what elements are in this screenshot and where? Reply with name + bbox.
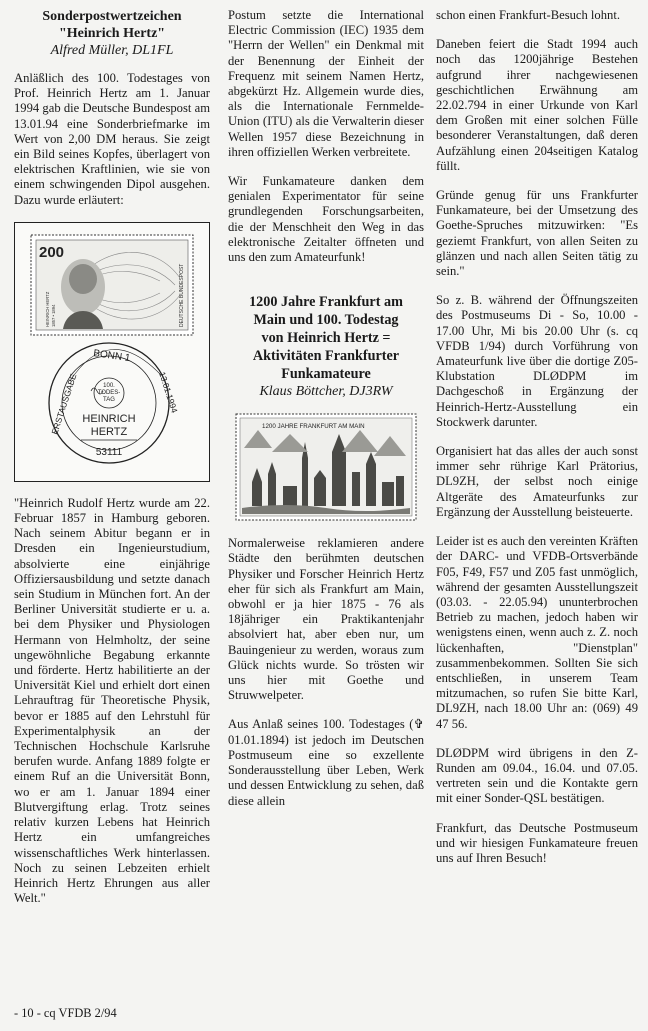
frankfurt-stamp-caption: 1200 JAHRE FRANKFURT AM MAIN	[262, 423, 365, 431]
frankfurt-title-line-4: Aktivitäten Frankfurter	[252, 348, 400, 365]
postmark-todes: TODES-	[97, 389, 121, 396]
article-title-line-2: "Heinrich Hertz"	[58, 26, 166, 41]
thanks-paragraph: Wir Funkamateure danken dem genialen Experimentator für seine grundlegenden Forschungsarbeiten, die der Menschheit den Weg in das elektronische Zeitalter öffneten und uns den zum Amateurfunk!	[228, 174, 424, 265]
frankfurt-skyline-stamp	[228, 412, 424, 524]
column-2	[228, 8, 424, 823]
frankfurt-title-line-2: Main und 100. Todestag	[253, 312, 399, 329]
column-3	[436, 8, 638, 880]
frankfurt-author: Klaus Böttcher, DJ3RW	[259, 384, 393, 400]
postmark-zip: 53111	[95, 446, 123, 458]
postmark-tag: TAG	[103, 396, 115, 403]
postmuseum-paragraph: Aus Anlaß seines 100. Todestages (✞ 01.01.1894) ist jedoch im Deutschen Postmuseum eine so exzellente Sonderausstellung über Leben, Werk und dessen Entwicklung zu sehen, daß diese allein	[228, 717, 424, 808]
column-1	[14, 8, 210, 920]
frankfurt-intro-paragraph: Normalerweise reklamieren andere Städte den berühmten deutschen Physiker und Forscher Heinrich Hertz eher für sich als Frankfurt am Main, obwohl er ja hier 1875 - 76 als 18jähriger ein Praktikantenjahr absolviert hat, aber eben nur, um Bauingenieur zu werden, woraus zum Glück nichts wurde. So trösten wir uns hier mit Goethe und Struwwelpeter.	[228, 536, 424, 703]
stamp-portrait-caption-2: 1857 • 1894	[51, 304, 56, 327]
opening-hours-paragraph: So z. B. während der Öffnungszeiten des Postmuseums Di - So, 10.00 - 17.00 Uhr, Mi bis 20.00 Uhr (s. cq VFDB 1/94) durch Vorführung von Amateurfunk live über die dortige Z05-Klubstation DLØDPM im Dachgeschoß in Ergänzung der Heinrich-Hertz-Ausstellung ein Stockwerk darunter.	[436, 293, 638, 429]
postmark-100: 100.	[103, 382, 115, 389]
frankfurt-visit-paragraph: schon einen Frankfurt-Besuch lohnt.	[436, 8, 620, 22]
stamp-value: 200	[39, 243, 65, 261]
article-title-line-1: Sonderpostwertzeichen	[42, 9, 182, 24]
frankfurt-stamp-image	[228, 412, 424, 524]
goethe-paragraph: Gründe genug für uns Frankfurter Funkamateure, bei der Umsetzung des Goethe-Spruches mitzuwirken: "Es geziemt Frankfurt, von allen Seiten zu glänzen und nach allen Seiten tätig zu sein."	[436, 188, 638, 279]
hertz-stamp-illustration	[15, 223, 209, 479]
schedule-paragraph: Leider ist es auch den vereinten Kräften der DARC- und VFDB-Ortsverbände F05, F49, F57 und Z05 fast unmöglich, während der gesamten Ausstellungszeit (03.03. - 22.05.94) ununterbrochen Betrieb zu machen, jedoch haben wir wenigstens einen, wenn auch z. Z. noch lückenhaften, "Dienstplan" zusammenbekommen. Sollten Sie sich entschließen, in unserem Team mitzumachen, so rufen Sie bitte Karl, DL9ZH, nach 18.00 Uhr an: (069) 49 47 56.	[436, 534, 638, 731]
hertz-biography-paragraph: "Heinrich Rudolf Hertz wurde am 22. Februar 1857 in Hamburg geboren. Nach seinem Abitur begann er in Dresden ein Ingenieurstudium, absolvierte eine einjährige Offiziersausbildung und setzte danach sein Studium in München fort. An der Berliner Universität studierte er u. a. bei dem Physiker und Physiologen Hermann von Helmholtz, der seine ungewöhnliche Begabung erkannte und förderte. Hertz habilitierte an der Universität Kiel und erhielt dort einen Lehrauftrag für Theoretische Physik, bevor er 1885 auf den Lehrstuhl für Experimentalphysik an der Technischen Hochschule Karlsruhe berufen wurde. Anfang 1889 folgte er einem Ruf an die Universität Bonn, wo er am 1. Januar 1894 einer Blutvergiftung erlag. Trotz seines relativ kurzen Lebens hat Heinrich Hertz ein umfangreiches wissenschaftliches Werk hinterlassen. Noch zu seinen Lebzeiten erhielt Heinrich Hertz Ehrungen aus aller Welt."	[14, 495, 210, 906]
z-runden-paragraph: DLØDPM wird übrigens in den Z-Runden am 09.04., 16.04. und 07.05. vertreten sein und die Kontakte gern mit einer Sonder-QSL bestätigen.	[436, 745, 638, 806]
stamp-envelope-image	[14, 222, 210, 482]
article-author: Alfred Müller, DL1FL	[50, 43, 174, 58]
closing-paragraph: Frankfurt, das Deutsche Postmuseum und wir hiesigen Funkamateure freuen uns auf Ihren Besuch!	[436, 820, 638, 865]
postmark-heinrich: HEINRICH	[82, 412, 136, 425]
postmark-erstausgabe: ERSTAUSGABE	[49, 372, 79, 436]
postmark-hertz: HERTZ	[90, 425, 128, 438]
frankfurt-title-line-1: 1200 Jahre Frankfurt am	[249, 294, 403, 311]
city-anniversary-paragraph: Daneben feiert die Stadt 1994 auch noch das 1200jährige Bestehen aufgrund ihrer nachgewiesenen geschichtlichen Erwähnung am 22.02.794 in einer Urkunde von Karl dem Großen mit einer solchen Fülle besonderer Veranstaltungen, daß deren Aufzählung einen 204seitigen Katalog füllt.	[436, 37, 638, 173]
postmark-date: 13.01.1994	[157, 370, 180, 414]
intro-paragraph: Anläßlich des 100. Todestages von Prof. Heinrich Hertz am 1. Januar 1994 gab die Deutsche Bundespost am 13.01.94 eine Sonderbriefmarke im Wert von 2,00 DM heraus. Sie zeigt ein Bild seines Kopfes, überlagert von elektrischen Kraftlinien, wie sie von einem schwingenden Dipol ausgehen. Dazu wurde erläutert:	[14, 71, 210, 207]
first-day-postmark	[49, 343, 180, 463]
frankfurt-title-line-5: Funkamateure	[281, 366, 371, 383]
stamp-country: DEUTSCHE BUNDESPOST	[179, 263, 185, 327]
iec-paragraph: Postum setzte die International Electric Commission (IEC) 1935 dem "Herrn der Wellen" ein Denkmal mit der Benennung der Einheit der Frequenz mit seinem Namen Hertz, abgekürzt Hz. Allgemein wurde dies, als die Internationale Fernmelde-Union (ITU) als die Verwalterin dieser Wellen 1957 diese Bezeichnung in ihren offiziellen Werken verbreitete.	[228, 8, 424, 159]
organizer-paragraph: Organisiert hat das alles der auch sonst immer sehr rührige Karl Prätorius, DL9ZH, der selbst noch einige Altgeräte des Amateurfunks zur Ergänzung der Ausstellung beisteuerte.	[436, 444, 638, 519]
frankfurt-title-line-3: von Heinrich Hertz =	[261, 330, 391, 347]
stamp-portrait-caption-1: HEINRICH HERTZ	[45, 291, 50, 327]
postmark-bonn: BONN 1	[92, 347, 131, 364]
page-footer: - 10 - cq VFDB 2/94	[14, 1006, 117, 1020]
